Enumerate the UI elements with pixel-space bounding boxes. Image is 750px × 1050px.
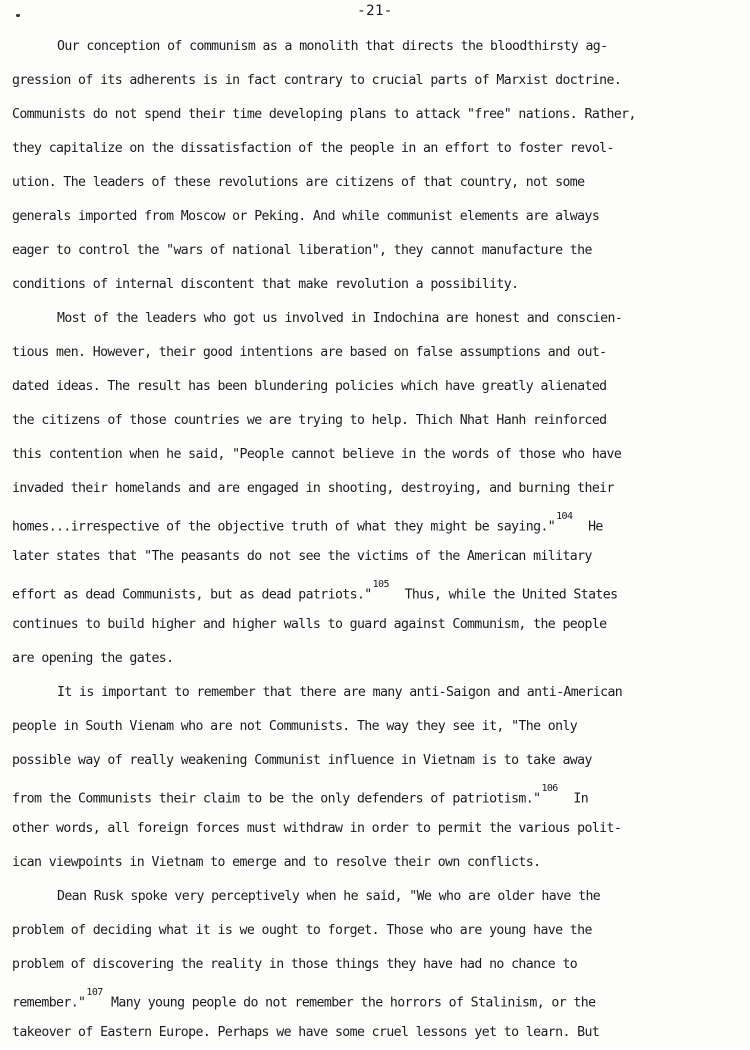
paragraph-3: [12, 676, 736, 880]
text-line: people in South Vienam who are not Communists. The way they see it, "The only: [12, 719, 578, 734]
text-line: problem of discovering the reality in those things they have had no chance to: [12, 957, 578, 972]
text-line: generals imported from Moscow or Peking. And while communist elements are always: [12, 209, 600, 224]
paragraph-2: [12, 302, 736, 676]
text-line: dated ideas. The result has been blundering policies which have greatly alienated: [12, 379, 607, 394]
text-line: they capitalize on the dissatisfaction of the people in an effort to foster revol-: [12, 141, 614, 156]
text-line: ican viewpoints in Vietnam to emerge and to resolve their own conflicts.: [12, 855, 541, 870]
footnote-marker-105: 105: [372, 579, 389, 590]
line-text: remember.": [12, 995, 86, 1011]
text-line-with-footnote: [12, 778, 736, 812]
text-line-with-footnote: [12, 982, 736, 1016]
text-line: gression of its adherents is in fact contrary to crucial parts of Marxist doctrine.: [12, 73, 622, 88]
text-line: Most of the leaders who got us involved in Indochina are honest and conscien-: [57, 311, 623, 326]
paragraph-1: [12, 30, 736, 302]
line-text-continued: Thus, while the United States: [404, 587, 618, 603]
body-text: [12, 30, 736, 1050]
line-text: homes...irrespective of the objective truth of what they might be saying.": [12, 519, 556, 535]
text-line: takeover of Eastern Europe. Perhaps we have some cruel lessons yet to learn. But: [12, 1025, 600, 1040]
text-line: Dean Rusk spoke very perceptively when he said, "We who are older have the: [57, 889, 601, 904]
footnote-marker-107: 107: [86, 987, 103, 998]
text-line: the citizens of those countries we are trying to help. Thich Nhat Hanh reinforced: [12, 413, 607, 428]
text-line: tious men. However, their good intentions are based on false assumptions and out-: [12, 345, 607, 360]
line-text-continued: In: [573, 791, 589, 807]
text-line: It is important to remember that there are many anti-Saigon and anti-American: [57, 685, 623, 700]
text-line: later states that "The peasants do not see the victims of the American military: [12, 549, 592, 564]
text-line: conditions of internal discontent that make revolution a possibility.: [12, 277, 519, 292]
text-line: Our conception of communism as a monolith that directs the bloodthirsty ag-: [57, 39, 608, 54]
page-number: -21-: [357, 3, 393, 19]
text-line: invaded their homelands and are engaged in shooting, destroying, and burning their: [12, 481, 614, 496]
text-line: are opening the gates.: [12, 651, 174, 666]
text-line: problem of deciding what it is we ought to forget. Those who are young have the: [12, 923, 592, 938]
footnote-marker-104: 104: [556, 511, 573, 522]
text-line: continues to build higher and higher walls to guard against Communism, the people: [12, 617, 607, 632]
text-line: ution. The leaders of these revolutions are citizens of that country, not some: [12, 175, 585, 190]
line-text: from the Communists their claim to be the only defenders of patriotism.": [12, 791, 541, 807]
text-line: other words, all foreign forces must withdraw in order to permit the various polit-: [12, 821, 622, 836]
text-line-with-footnote: [12, 506, 736, 540]
footnote-marker-106: 106: [541, 783, 558, 794]
text-line: possible way of really weakening Communist influence in Vietnam is to take away: [12, 753, 592, 768]
paragraph-4: [12, 880, 736, 1050]
line-text-continued: Many young people do not remember the horrors of Stalinism, or the: [111, 995, 596, 1011]
line-text: effort as dead Communists, but as dead patriots.": [12, 587, 372, 603]
text-line: this contention when he said, "People cannot believe in the words of those who have: [12, 447, 622, 462]
text-line: eager to control the "wars of national liberation", they cannot manufacture the: [12, 243, 592, 258]
line-text-continued: He: [588, 519, 603, 535]
text-line-with-footnote: [12, 574, 736, 608]
text-line: Communists do not spend their time developing plans to attack "free" nations. Rather,: [12, 107, 636, 122]
